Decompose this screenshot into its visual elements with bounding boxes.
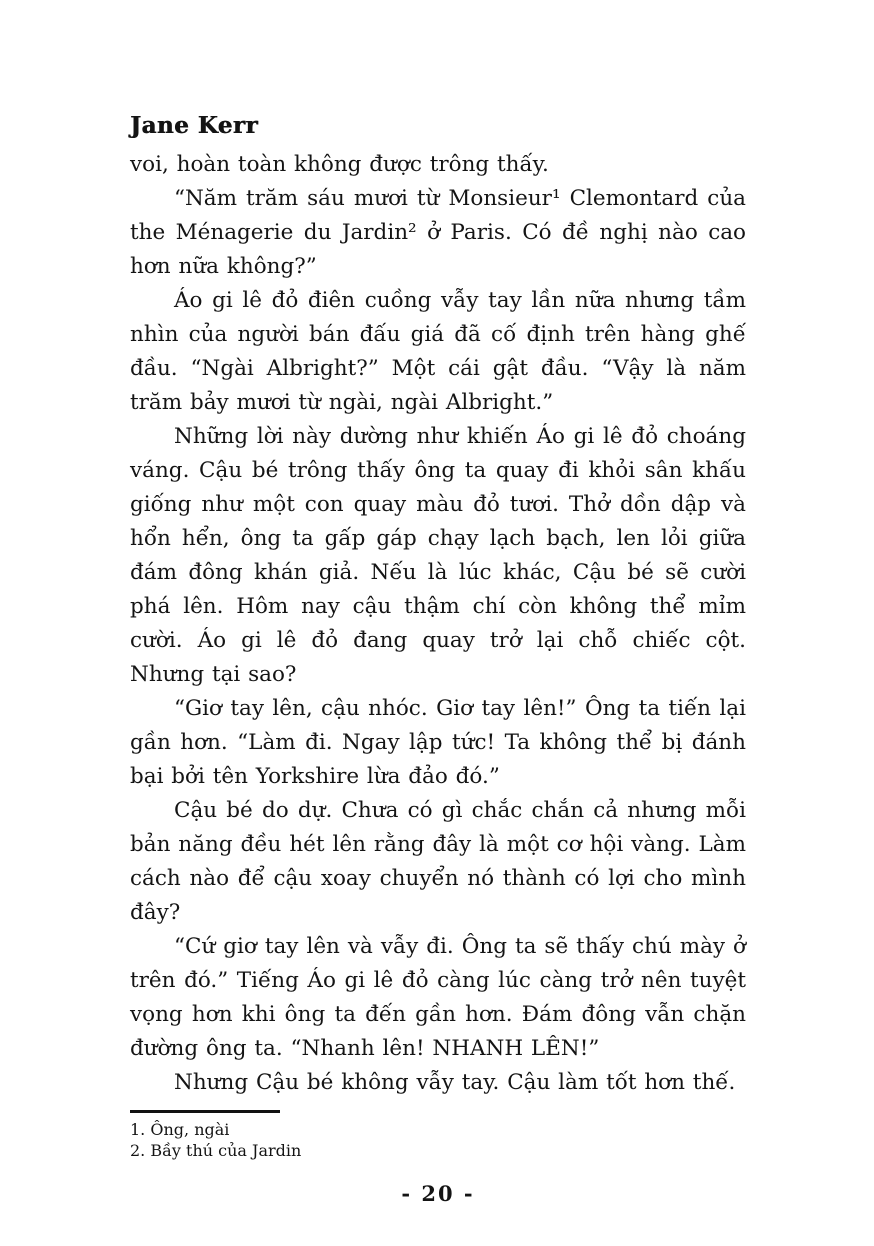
- page-number: - 20 -: [401, 1181, 475, 1206]
- paragraph-8: Nhưng Cậu bé không vẫy tay. Cậu làm tốt hơn thế.: [174, 1070, 736, 1095]
- paragraph-5: “Giơ tay lên, cậu nhóc. Giơ tay lên!” Ông ta tiến lại gần hơn. “Làm đi. Ngay lập tức! Ta không thể bị đánh bại bởi tên Yorkshire lừa đảo đó.”: [130, 696, 746, 789]
- footnote-2: 2. Bầy thú của Jardin: [130, 1141, 302, 1160]
- paragraph-3: Áo gi lê đỏ điên cuồng vẫy tay lần nữa nhưng tầm nhìn của người bán đấu giá đã cố định trên hàng ghế đầu. “Ngài Albright?” Một cái gật đầu. “Vậy là năm trăm bảy mươi từ ngài, ngài Albright.”: [130, 288, 746, 415]
- paragraph-7: “Cứ giơ tay lên và vẫy đi. Ông ta sẽ thấy chú mày ở trên đó.” Tiếng Áo gi lê đỏ càng lúc càng trở nên tuyệt vọng hơn khi ông ta đến gần hơn. Đám đông vẫn chặn đường ông ta. “Nhanh lên! NHANH LÊN!”: [130, 934, 746, 1061]
- footnote-separator: [130, 1110, 280, 1113]
- paragraph-4: Những lời này dường như khiến Áo gi lê đỏ choáng váng. Cậu bé trông thấy ông ta quay đi khỏi sân khấu giống như một con quay màu đỏ tươi. Thở dồn dập và hổn hển, ông ta gấp gáp chạy lạch bạch, len lỏi giữa đám đông khán giả. Nếu là lúc khác, Cậu bé sẽ cười phá lên. Hôm nay cậu thậm chí còn không thể mỉm cười. Áo gi lê đỏ đang quay trở lại chỗ chiếc cột. Nhưng tại sao?: [130, 424, 746, 687]
- footnote-1: 1. Ông, ngài: [130, 1120, 230, 1139]
- text-block: [130, 112, 746, 1206]
- running-header-author: Jane Kerr: [130, 112, 259, 139]
- paragraph-6: Cậu bé do dự. Chưa có gì chắc chắn cả nhưng mỗi bản năng đều hét lên rằng đây là một cơ hội vàng. Làm cách nào để cậu xoay chuyển nó thành có lợi cho mình đây?: [130, 798, 746, 925]
- paragraph-1: voi, hoàn toàn không được trông thấy.: [130, 152, 549, 177]
- paragraph-2: “Năm trăm sáu mươi từ Monsieur¹ Clemontard của the Ménagerie du Jardin² ở Paris. Có đề nghị nào cao hơn nữa không?”: [130, 186, 746, 279]
